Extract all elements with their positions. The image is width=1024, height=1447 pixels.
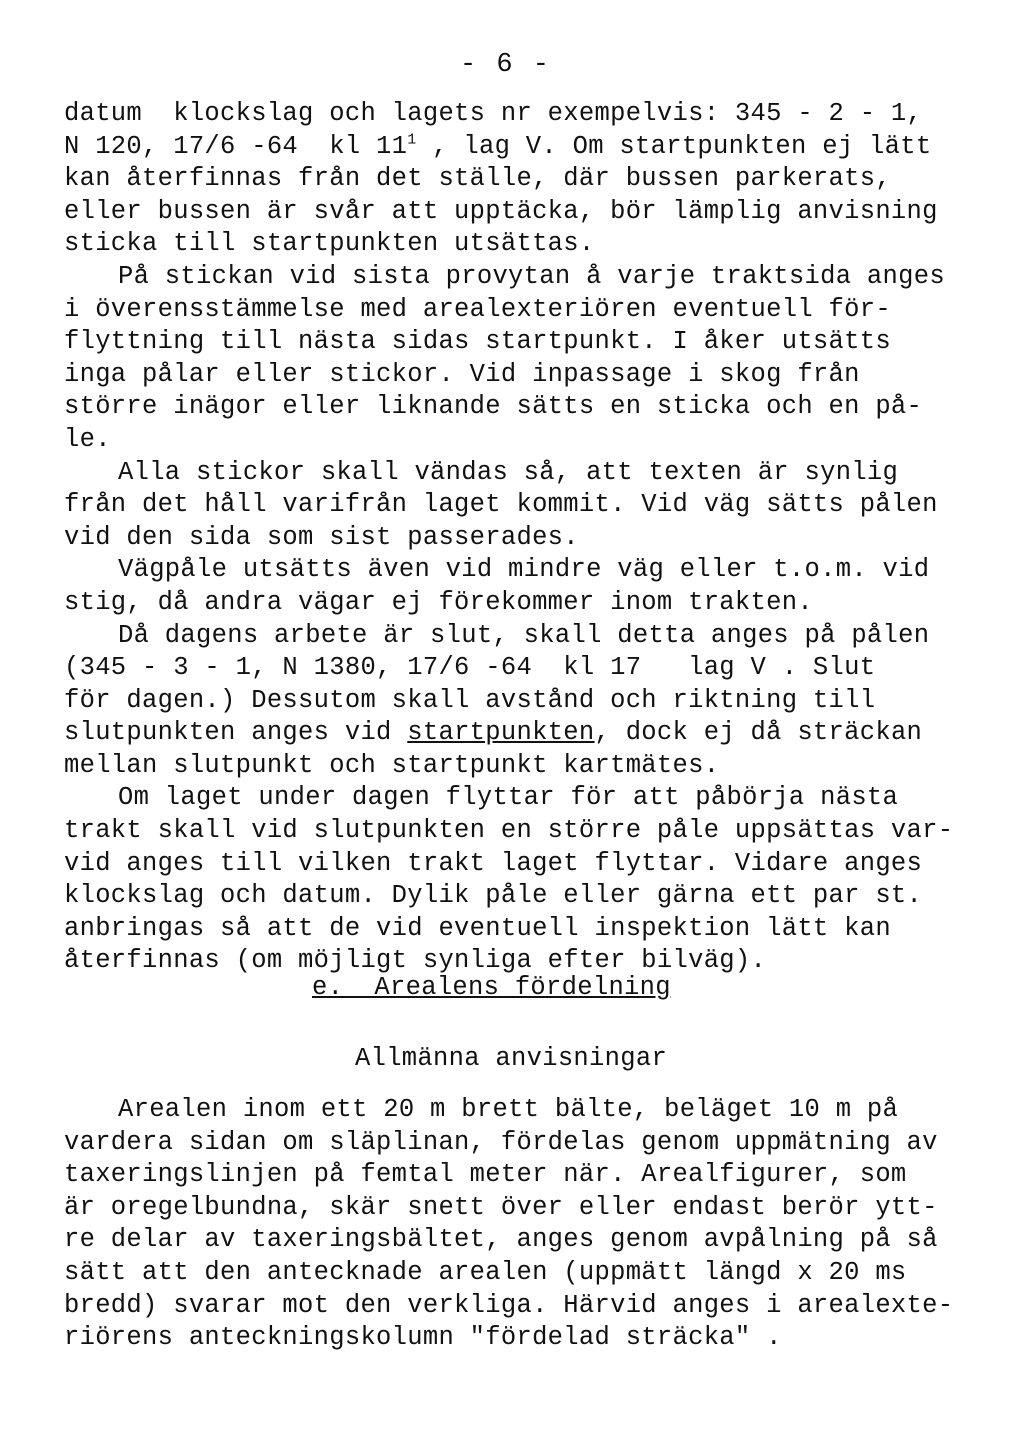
text-line: datum klockslag och lagets nr exempelvis: 345 - 2 - 1, xyxy=(64,99,923,128)
text-line xyxy=(64,131,964,164)
text-line: (345 - 3 - 1, N 1380, 17/6 -64 kl 17 lag V . Slut xyxy=(64,653,876,683)
text-fragment: , lag V. Om startpunkten ej lätt xyxy=(416,131,932,161)
text-line: klockslag och datum. Dylik påle eller gärna ett par st. xyxy=(64,881,923,911)
superscript: 1 xyxy=(407,131,417,149)
text-line: re delar av taxeringsbältet, anges genom avpålning på så xyxy=(64,1225,938,1255)
section-body-markings xyxy=(64,98,964,978)
text-line: bredd) svarar mot den verkliga. Härvid anges i arealexte- xyxy=(64,1290,954,1320)
text-line: Alla stickor skall vändas så, att texten är synlig xyxy=(118,457,899,487)
text-line: större inägor eller liknande sätts en sticka och en på- xyxy=(64,392,923,422)
text-fragment: N 120, 17/6 -64 kl 11 xyxy=(64,131,408,161)
text-fragment: slutpunkten anges vid xyxy=(64,718,408,748)
text-line: anbringas så att de vid eventuell inspektion lätt kan xyxy=(64,913,891,943)
text-line: riörens anteckningskolumn "fördelad sträcka" . xyxy=(64,1323,782,1353)
text-line: trakt skall vid slutpunkten en större påle uppsättas var- xyxy=(64,816,954,846)
underlined-term: startpunkten xyxy=(407,718,595,748)
text-line: är oregelbundna, skär snett över eller endast berör ytt- xyxy=(64,1192,938,1222)
text-line: vardera sidan om släplinan, fördelas genom uppmätning av xyxy=(64,1127,938,1157)
text-line: sticka till startpunkten utsättas. xyxy=(64,229,595,259)
text-line: Arealen inom ett 20 m brett bälte, beläget 10 m på xyxy=(118,1095,899,1124)
text-line: kan återfinnas från det ställe, där bussen parkerats, xyxy=(64,164,891,194)
section-heading: e. Arealens fördelning xyxy=(312,973,671,1002)
page-number: - 6 - xyxy=(460,50,552,80)
text-line: från det håll varifrån laget kommit. Vid väg sätts pålen xyxy=(64,490,938,520)
text-line: vid anges till vilken trakt laget flyttar. Vidare anges xyxy=(64,848,923,878)
text-line: taxeringslinjen på femtal meter när. Arealfigurer, som xyxy=(64,1160,907,1190)
text-fragment: , dock ej då sträckan xyxy=(594,718,923,748)
text-line: sätt att den antecknade arealen (uppmätt längd x 20 ms xyxy=(64,1257,907,1287)
text-line: Om laget under dagen flyttar för att påbörja nästa xyxy=(118,783,899,813)
text-line: Då dagens arbete är slut, skall detta anges på pålen xyxy=(118,620,930,650)
sub-heading: Allmänna anvisningar xyxy=(355,1044,668,1073)
text-line: återfinnas (om möjligt synliga efter bilväg). xyxy=(64,946,767,976)
text-line: eller bussen är svår att upptäcka, bör lämplig anvisning xyxy=(64,196,938,226)
text-line: vid den sida som sist passerades. xyxy=(64,522,579,552)
text-line: stig, då andra vägar ej förekommer inom trakten. xyxy=(64,587,813,617)
text-line xyxy=(64,717,964,750)
text-line: mellan slutpunkt och startpunkt kartmätes. xyxy=(64,750,720,780)
text-line: inga pålar eller stickor. Vid inpassage i skog från xyxy=(64,359,860,389)
text-line: för dagen.) Dessutom skall avstånd och riktning till xyxy=(64,685,876,715)
section-body-area xyxy=(64,1094,984,1355)
text-line: i överensstämmelse med arealexteriören eventuell för- xyxy=(64,294,891,324)
text-line: flyttning till nästa sidas startpunkt. I åker utsätts xyxy=(64,327,891,357)
text-line: le. xyxy=(64,424,111,454)
text-line: Vägpåle utsätts även vid mindre väg eller t.o.m. vid xyxy=(118,555,930,585)
text-line: På stickan vid sista provytan å varje traktsida anges xyxy=(118,261,945,291)
